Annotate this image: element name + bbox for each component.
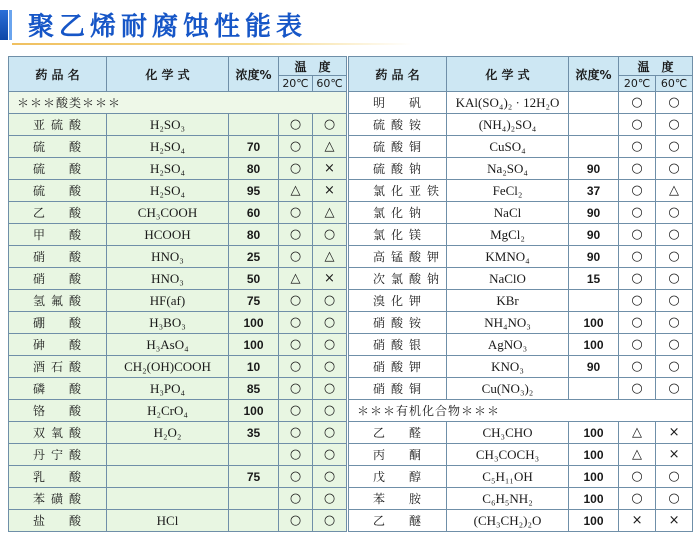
header-60c-right: 60℃ [656, 76, 693, 92]
header-concentration-left: 浓度% [229, 57, 279, 92]
table-row [9, 158, 693, 180]
rating-20c: ○ [279, 488, 313, 510]
drug-name: 双氧酸 [9, 422, 107, 444]
rating-60c: ○ [656, 268, 693, 290]
concentration: 90 [569, 356, 619, 378]
table-row [9, 444, 693, 466]
drug-name: 次氯酸钠 [349, 268, 447, 290]
drug-name: 丹宁酸 [9, 444, 107, 466]
rating-60c: ○ [313, 290, 347, 312]
header-row [9, 57, 693, 76]
rating-60c: ○ [656, 290, 693, 312]
concentration: 100 [569, 466, 619, 488]
table-row [9, 400, 693, 422]
chemical-formula: CH₂(OH)COOH [107, 356, 229, 378]
rating-60c: ○ [656, 202, 693, 224]
rating-20c: ○ [279, 246, 313, 268]
chemical-formula: CH₃CHO [447, 422, 569, 444]
drug-name: 硫酸钠 [349, 158, 447, 180]
rating-60c: ○ [313, 510, 347, 532]
rating-60c: △ [313, 136, 347, 158]
concentration [569, 378, 619, 400]
concentration: 15 [569, 268, 619, 290]
rating-20c: × [619, 510, 656, 532]
concentration: 90 [569, 224, 619, 246]
chemical-formula: Na₂SO₄ [447, 158, 569, 180]
rating-60c: ○ [656, 378, 693, 400]
chemical-formula: HNO₃ [107, 246, 229, 268]
drug-name: 氯化钠 [349, 202, 447, 224]
drug-name: 乳 酸 [9, 466, 107, 488]
rating-60c: ○ [313, 466, 347, 488]
drug-name: 苯 胺 [349, 488, 447, 510]
drug-name: 氯化镁 [349, 224, 447, 246]
rating-20c: △ [619, 444, 656, 466]
rating-60c: × [656, 444, 693, 466]
table-row [9, 180, 693, 202]
rating-60c: ○ [656, 466, 693, 488]
rating-20c: ○ [279, 136, 313, 158]
table-body [9, 92, 693, 532]
concentration [229, 444, 279, 466]
rating-60c: ○ [656, 224, 693, 246]
rating-20c: ○ [279, 224, 313, 246]
table-row [9, 202, 693, 224]
table-row [9, 114, 693, 136]
concentration [569, 114, 619, 136]
chemical-formula [107, 444, 229, 466]
rating-60c: △ [656, 180, 693, 202]
drug-name: 丙 酮 [349, 444, 447, 466]
chemical-formula: KMNO₄ [447, 246, 569, 268]
drug-name: 磷 酸 [9, 378, 107, 400]
chemical-formula: KBr [447, 290, 569, 312]
chemical-formula: H₃AsO₄ [107, 334, 229, 356]
concentration: 90 [569, 202, 619, 224]
concentration: 100 [229, 400, 279, 422]
rating-20c: ○ [279, 290, 313, 312]
concentration: 80 [229, 158, 279, 180]
concentration [229, 510, 279, 532]
chemical-formula: H₂O₂ [107, 422, 229, 444]
chemical-formula: H₂SO₄ [107, 136, 229, 158]
rating-60c: ○ [656, 246, 693, 268]
rating-20c: ○ [619, 180, 656, 202]
rating-60c: ○ [313, 378, 347, 400]
drug-name: 硝 酸 [9, 268, 107, 290]
concentration: 10 [229, 356, 279, 378]
drug-name: 乙 酸 [9, 202, 107, 224]
header-concentration-right: 浓度% [569, 57, 619, 92]
concentration: 90 [569, 246, 619, 268]
chemical-formula: NH₄NO₃ [447, 312, 569, 334]
concentration: 100 [569, 422, 619, 444]
title-underline [12, 43, 412, 45]
rating-20c: ○ [619, 224, 656, 246]
table-row [9, 136, 693, 158]
rating-60c: ○ [313, 334, 347, 356]
drug-name: 砷 酸 [9, 334, 107, 356]
header-temperature-right: 温 度 [619, 57, 693, 76]
table-row [9, 356, 693, 378]
rating-60c: ○ [313, 400, 347, 422]
table-row [9, 92, 693, 114]
chemical-formula: (CH₃CH₂)₂O [447, 510, 569, 532]
drug-name: 铬 酸 [9, 400, 107, 422]
rating-60c: ○ [656, 136, 693, 158]
header-formula-right: 化 学 式 [447, 57, 569, 92]
header-drug-name-right: 药 品 名 [349, 57, 447, 92]
chemical-formula: C₆H₅NH₂ [447, 488, 569, 510]
drug-name: 高锰酸钾 [349, 246, 447, 268]
concentration: 100 [229, 334, 279, 356]
table-row [9, 334, 693, 356]
concentration: 37 [569, 180, 619, 202]
page-title: 聚乙烯耐腐蚀性能表 [28, 12, 308, 42]
concentration: 100 [569, 510, 619, 532]
rating-60c: △ [313, 246, 347, 268]
chemical-formula: (NH₄)₂SO₄ [447, 114, 569, 136]
rating-60c: ○ [656, 312, 693, 334]
concentration: 100 [569, 444, 619, 466]
concentration: 75 [229, 290, 279, 312]
rating-20c: ○ [279, 466, 313, 488]
concentration: 80 [229, 224, 279, 246]
chemical-formula: NaClO [447, 268, 569, 290]
rating-20c: △ [279, 268, 313, 290]
rating-60c: ○ [656, 488, 693, 510]
drug-name: 硝酸铵 [349, 312, 447, 334]
concentration [569, 92, 619, 114]
chemical-formula: H₂SO₃ [107, 114, 229, 136]
concentration [569, 136, 619, 158]
table-row [9, 246, 693, 268]
concentration: 90 [569, 158, 619, 180]
chemical-formula: H₃PO₄ [107, 378, 229, 400]
rating-60c: × [313, 158, 347, 180]
drug-name: 苯磺酸 [9, 488, 107, 510]
drug-name: 硝酸银 [349, 334, 447, 356]
rating-20c: ○ [619, 356, 656, 378]
concentration: 100 [569, 488, 619, 510]
chemical-formula: C₅H₁₁OH [447, 466, 569, 488]
chemical-formula: H₂CrO₄ [107, 400, 229, 422]
concentration [229, 488, 279, 510]
rating-60c: ○ [313, 444, 347, 466]
rating-20c: ○ [279, 444, 313, 466]
rating-20c: △ [279, 180, 313, 202]
section-label: ＊＊＊有机化合物＊＊＊ [349, 400, 693, 422]
table-row [9, 466, 693, 488]
drug-name: 亚硫酸 [9, 114, 107, 136]
rating-20c: ○ [619, 312, 656, 334]
rating-20c: ○ [279, 400, 313, 422]
table-row [9, 510, 693, 532]
concentration [569, 290, 619, 312]
rating-20c: ○ [619, 466, 656, 488]
header-20c-right: 20℃ [619, 76, 656, 92]
corrosion-table [8, 56, 693, 532]
rating-20c: ○ [619, 114, 656, 136]
rating-20c: ○ [279, 158, 313, 180]
drug-name: 硝酸钾 [349, 356, 447, 378]
chemical-formula: CH₃COOH [107, 202, 229, 224]
concentration: 60 [229, 202, 279, 224]
drug-name: 乙 醚 [349, 510, 447, 532]
drug-name: 戊 醇 [349, 466, 447, 488]
chemical-formula: CH₃COCH₃ [447, 444, 569, 466]
rating-60c: ○ [313, 422, 347, 444]
concentration: 85 [229, 378, 279, 400]
table-row [9, 312, 693, 334]
rating-60c: × [313, 180, 347, 202]
chemical-formula [107, 488, 229, 510]
title-accent-bar [0, 10, 8, 40]
concentration: 100 [569, 312, 619, 334]
chemical-formula: AgNO₃ [447, 334, 569, 356]
rating-20c: ○ [279, 334, 313, 356]
rating-20c: ○ [619, 488, 656, 510]
rating-20c: ○ [619, 202, 656, 224]
title-accent-stripe [9, 10, 12, 40]
concentration: 95 [229, 180, 279, 202]
table-row [9, 268, 693, 290]
chemical-formula: H₃BO₃ [107, 312, 229, 334]
header-temperature-left: 温 度 [279, 57, 347, 76]
chemical-formula: HCOOH [107, 224, 229, 246]
rating-20c: ○ [279, 422, 313, 444]
drug-name: 氯化亚铁 [349, 180, 447, 202]
drug-name: 酒石酸 [9, 356, 107, 378]
drug-name: 硫 酸 [9, 136, 107, 158]
chemical-formula: HCl [107, 510, 229, 532]
drug-name: 溴化钾 [349, 290, 447, 312]
rating-20c: △ [619, 422, 656, 444]
rating-20c: ○ [619, 92, 656, 114]
rating-60c: ○ [313, 312, 347, 334]
rating-60c: × [313, 268, 347, 290]
rating-20c: ○ [279, 356, 313, 378]
rating-60c: ○ [656, 334, 693, 356]
table-row [9, 378, 693, 400]
table-row [9, 290, 693, 312]
concentration: 75 [229, 466, 279, 488]
section-label: ＊＊＊酸类＊＊＊ [9, 92, 347, 114]
chemical-formula: HF(af) [107, 290, 229, 312]
rating-20c: ○ [619, 290, 656, 312]
drug-name: 硝酸铜 [349, 378, 447, 400]
drug-name: 氢氟酸 [9, 290, 107, 312]
table-row [9, 488, 693, 510]
chemical-formula [107, 466, 229, 488]
rating-20c: ○ [279, 510, 313, 532]
header-60c-left: 60℃ [313, 76, 347, 92]
chemical-formula: NaCl [447, 202, 569, 224]
rating-60c: ○ [656, 114, 693, 136]
concentration: 70 [229, 136, 279, 158]
drug-name: 硼 酸 [9, 312, 107, 334]
drug-name: 硫 酸 [9, 180, 107, 202]
drug-name: 硫酸铵 [349, 114, 447, 136]
chemical-formula: H₂SO₄ [107, 180, 229, 202]
drug-name: 盐 酸 [9, 510, 107, 532]
rating-60c: ○ [313, 356, 347, 378]
rating-60c: ○ [313, 114, 347, 136]
rating-60c: △ [313, 202, 347, 224]
rating-60c: ○ [656, 158, 693, 180]
rating-20c: ○ [619, 378, 656, 400]
rating-20c: ○ [279, 202, 313, 224]
rating-60c: ○ [313, 224, 347, 246]
rating-20c: ○ [279, 378, 313, 400]
chemical-formula: KAl(SO₄)₂ · 12H₂O [447, 92, 569, 114]
header-drug-name-left: 药 品 名 [9, 57, 107, 92]
drug-name: 硝 酸 [9, 246, 107, 268]
header-formula-left: 化 学 式 [107, 57, 229, 92]
concentration [229, 114, 279, 136]
concentration: 100 [569, 334, 619, 356]
drug-name: 明 矾 [349, 92, 447, 114]
drug-name: 硫酸铜 [349, 136, 447, 158]
concentration: 100 [229, 312, 279, 334]
drug-name: 乙 醛 [349, 422, 447, 444]
drug-name: 硫 酸 [9, 158, 107, 180]
rating-60c: × [656, 510, 693, 532]
table-row [9, 422, 693, 444]
concentration: 35 [229, 422, 279, 444]
table-row [9, 224, 693, 246]
rating-20c: ○ [279, 114, 313, 136]
rating-20c: ○ [619, 246, 656, 268]
chemical-formula: KNO₃ [447, 356, 569, 378]
drug-name: 甲 酸 [9, 224, 107, 246]
chemical-formula: HNO₃ [107, 268, 229, 290]
rating-60c: ○ [313, 488, 347, 510]
concentration: 50 [229, 268, 279, 290]
chemical-formula: Cu(NO₃)₂ [447, 378, 569, 400]
concentration: 25 [229, 246, 279, 268]
title-bar [0, 0, 700, 48]
rating-60c: ○ [656, 92, 693, 114]
rating-20c: ○ [619, 268, 656, 290]
rating-20c: ○ [619, 158, 656, 180]
chemical-formula: FeCl₂ [447, 180, 569, 202]
rating-20c: ○ [279, 312, 313, 334]
rating-20c: ○ [619, 136, 656, 158]
header-20c-left: 20℃ [279, 76, 313, 92]
rating-60c: × [656, 422, 693, 444]
chemical-formula: CuSO₄ [447, 136, 569, 158]
rating-20c: ○ [619, 334, 656, 356]
chemical-formula: H₂SO₄ [107, 158, 229, 180]
rating-60c: ○ [656, 356, 693, 378]
chemical-formula: MgCl₂ [447, 224, 569, 246]
